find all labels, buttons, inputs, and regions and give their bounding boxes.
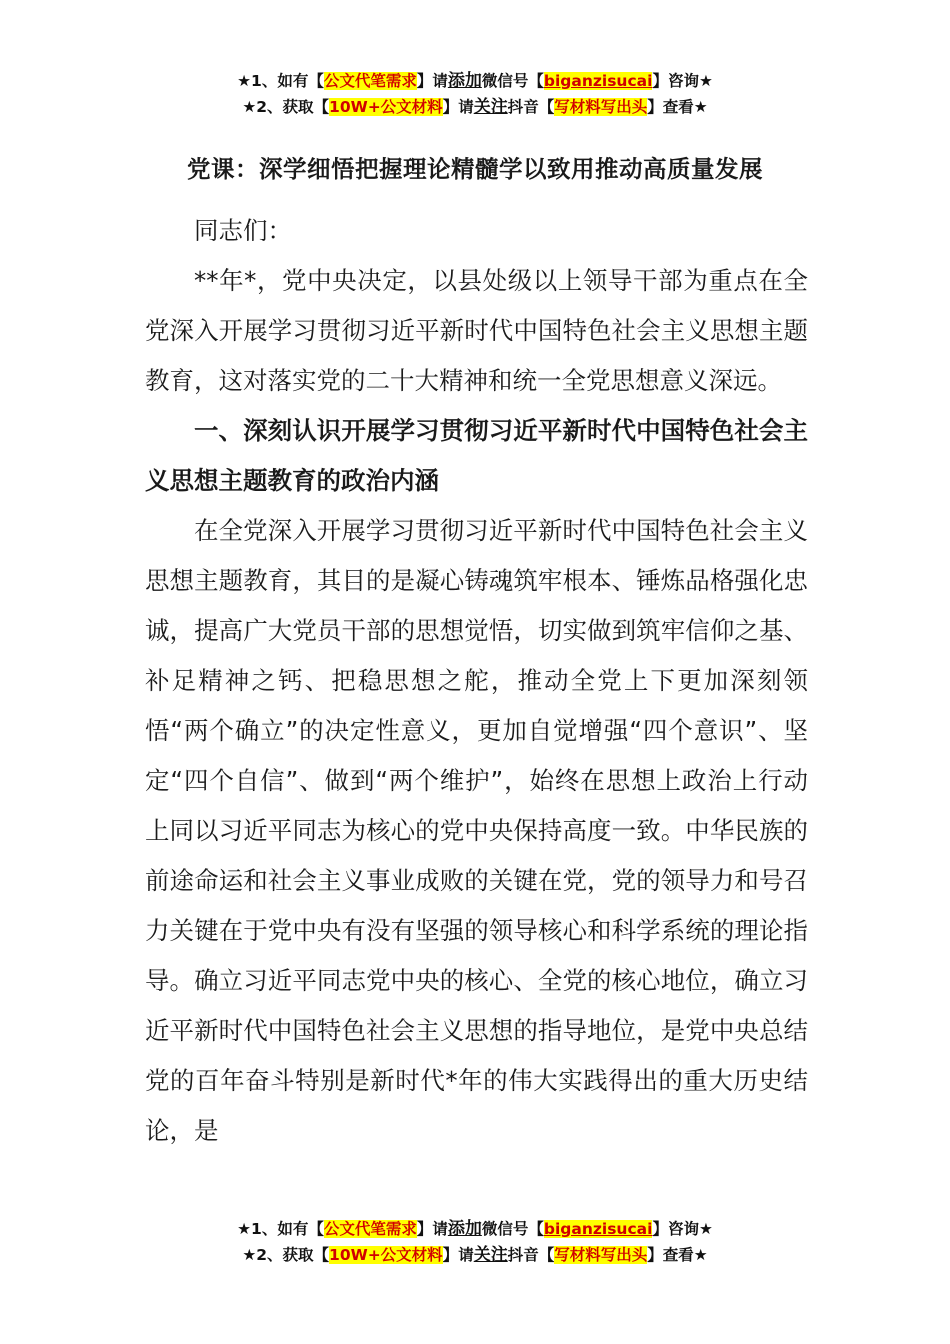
promo-line-2 xyxy=(0,1242,950,1268)
promo-highlight: 公文代笔需求 xyxy=(323,1220,417,1238)
document-title: 党课：深学细悟把握理论精髓学以致用推动高质量发展 xyxy=(187,155,763,183)
promo-text: 】请 xyxy=(442,98,474,116)
promo-highlight: 10W+公文材料 xyxy=(329,98,443,116)
promo-text: ★1、如有【 xyxy=(237,72,324,90)
promo-highlight: 公文代笔需求 xyxy=(323,72,417,90)
promo-text: 】请 xyxy=(442,1246,474,1264)
promo-douyin-id: 写材料写出头 xyxy=(554,98,648,116)
promo-banner-top xyxy=(0,68,950,120)
promo-text: 微信号【 xyxy=(481,1220,544,1238)
promo-line-1 xyxy=(0,1216,950,1242)
promo-text: 抖音【 xyxy=(507,1246,555,1264)
promo-wechat-id: biganzisucai xyxy=(543,1220,653,1238)
promo-text: 】咨询★ xyxy=(652,72,713,90)
paragraph: **年*，党中央决定，以县处级以上领导干部为重点在全党深入开展学习贯彻习近平新时代中国特色社会主义思想主题教育，这对落实党的二十大精神和统一全党思想意义深远。 xyxy=(145,266,808,395)
promo-text: ★2、获取【 xyxy=(242,98,330,116)
promo-text: 】查看★ xyxy=(647,98,708,116)
promo-text: ★1、如有【 xyxy=(237,1220,324,1238)
promo-wechat-id: biganzisucai xyxy=(543,72,653,90)
promo-douyin-id: 写材料写出头 xyxy=(554,1246,648,1264)
promo-text: 】请 xyxy=(416,1220,448,1238)
promo-text: 】请 xyxy=(416,72,448,90)
paragraph: 在全党深入开展学习贯彻习近平新时代中国特色社会主义思想主题教育，其目的是凝心铸魂筑牢根本、锤炼品格强化忠诚，提高广大党员干部的思想觉悟，切实做到筑牢信仰之基、补足精神之钙、把稳思想之舵，推动全党上下更加深刻领悟“两个确立”的决定性意义，更加自觉增强“四个意识”、坚定“四个自信”、做到“两个维护”，始终在思想上政治上行动上同以习近平同志为核心的党中央保持高度一致。中华民族的前途命运和社会主义事业成败的关键在党，党的领导力和号召力关键在于党中央有没有坚强的领导核心和科学系统的理论指导。确立习近平同志党中央的核心、全党的核心地位，确立习近平新时代中国特色社会主义思想的指导地位，是党中央总结党的百年奋斗特别是新时代*年的伟大实践得出的重大历史结论，是 xyxy=(145,516,808,1145)
promo-banner-bottom xyxy=(0,1216,950,1268)
promo-line-2 xyxy=(0,94,950,120)
promo-text: 】咨询★ xyxy=(652,1220,713,1238)
promo-line-1 xyxy=(0,68,950,94)
promo-emphasis: 添加 xyxy=(447,71,482,91)
promo-emphasis: 添加 xyxy=(447,1219,482,1239)
salutation: 同志们： xyxy=(194,216,292,245)
promo-text: 抖音【 xyxy=(507,98,555,116)
promo-highlight: 10W+公文材料 xyxy=(329,1246,443,1264)
promo-emphasis: 关注 xyxy=(473,1245,508,1265)
promo-emphasis: 关注 xyxy=(473,97,508,117)
promo-text: 微信号【 xyxy=(481,72,544,90)
section-heading: 一、深刻认识开展学习贯彻习近平新时代中国特色社会主义思想主题教育的政治内涵 xyxy=(145,416,808,495)
document-body xyxy=(145,206,808,1156)
promo-text: 】查看★ xyxy=(647,1246,708,1264)
promo-text: ★2、获取【 xyxy=(242,1246,330,1264)
